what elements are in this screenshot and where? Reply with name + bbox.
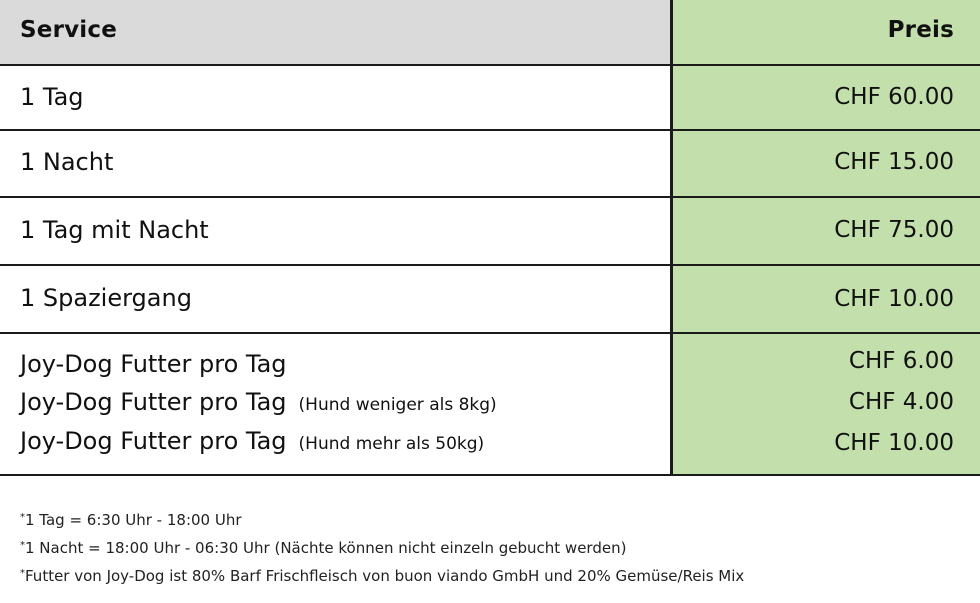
service-label: 1 Tag mit Nacht [20, 216, 209, 244]
service-cell [0, 266, 670, 332]
price-value: CHF 4.00 [848, 389, 954, 415]
service-label: Joy-Dog Futter pro Tag [20, 350, 287, 378]
service-cell [0, 198, 670, 264]
footnote-marker: * [20, 512, 25, 523]
price-value: CHF 60.00 [834, 84, 954, 110]
header-service-label: Service [20, 17, 118, 43]
food-line [20, 427, 484, 455]
table-row-food [0, 334, 980, 476]
header-price-cell [670, 0, 980, 64]
service-label: Joy-Dog Futter pro Tag [20, 427, 287, 455]
price-value: CHF 10.00 [834, 286, 954, 312]
footnote-text: 1 Tag = 6:30 Uhr - 18:00 Uhr [25, 511, 242, 529]
table-header-row [0, 0, 980, 66]
food-line [20, 350, 287, 378]
header-price-label: Preis [887, 17, 954, 43]
service-label: 1 Spaziergang [20, 284, 192, 312]
table-row [0, 266, 980, 334]
footnote-marker: * [20, 568, 25, 579]
table-row [0, 66, 980, 131]
price-value: CHF 75.00 [834, 217, 954, 243]
price-cell [670, 66, 980, 129]
price-value: CHF 15.00 [834, 149, 954, 175]
price-cell [670, 198, 980, 264]
price-value: CHF 6.00 [848, 348, 954, 374]
price-cell [670, 266, 980, 332]
footnote-text: 1 Nacht = 18:00 Uhr - 06:30 Uhr (Nächte können nicht einzeln gebucht werden) [25, 539, 627, 557]
footnote [20, 533, 744, 561]
service-cell [0, 334, 670, 474]
price-cell [670, 334, 980, 474]
service-label: 1 Nacht [20, 148, 114, 176]
price-cell [670, 131, 980, 196]
price-value: CHF 10.00 [834, 430, 954, 456]
weight-note: (Hund mehr als 50kg) [298, 434, 485, 454]
service-cell [0, 66, 670, 129]
footnotes [20, 505, 744, 589]
food-line [20, 388, 497, 416]
table-row [0, 131, 980, 198]
weight-note: (Hund weniger als 8kg) [298, 395, 497, 415]
header-service-cell [0, 0, 670, 64]
footnote-marker: * [20, 540, 25, 551]
footnote-text: Futter von Joy-Dog ist 80% Barf Frischfleisch von buon viando GmbH und 20% Gemüse/Reis Mix [25, 567, 745, 585]
service-label: 1 Tag [20, 83, 84, 111]
footnote [20, 505, 744, 533]
service-cell [0, 131, 670, 196]
service-label: Joy-Dog Futter pro Tag [20, 388, 287, 416]
footnote [20, 561, 744, 589]
table-row [0, 198, 980, 266]
